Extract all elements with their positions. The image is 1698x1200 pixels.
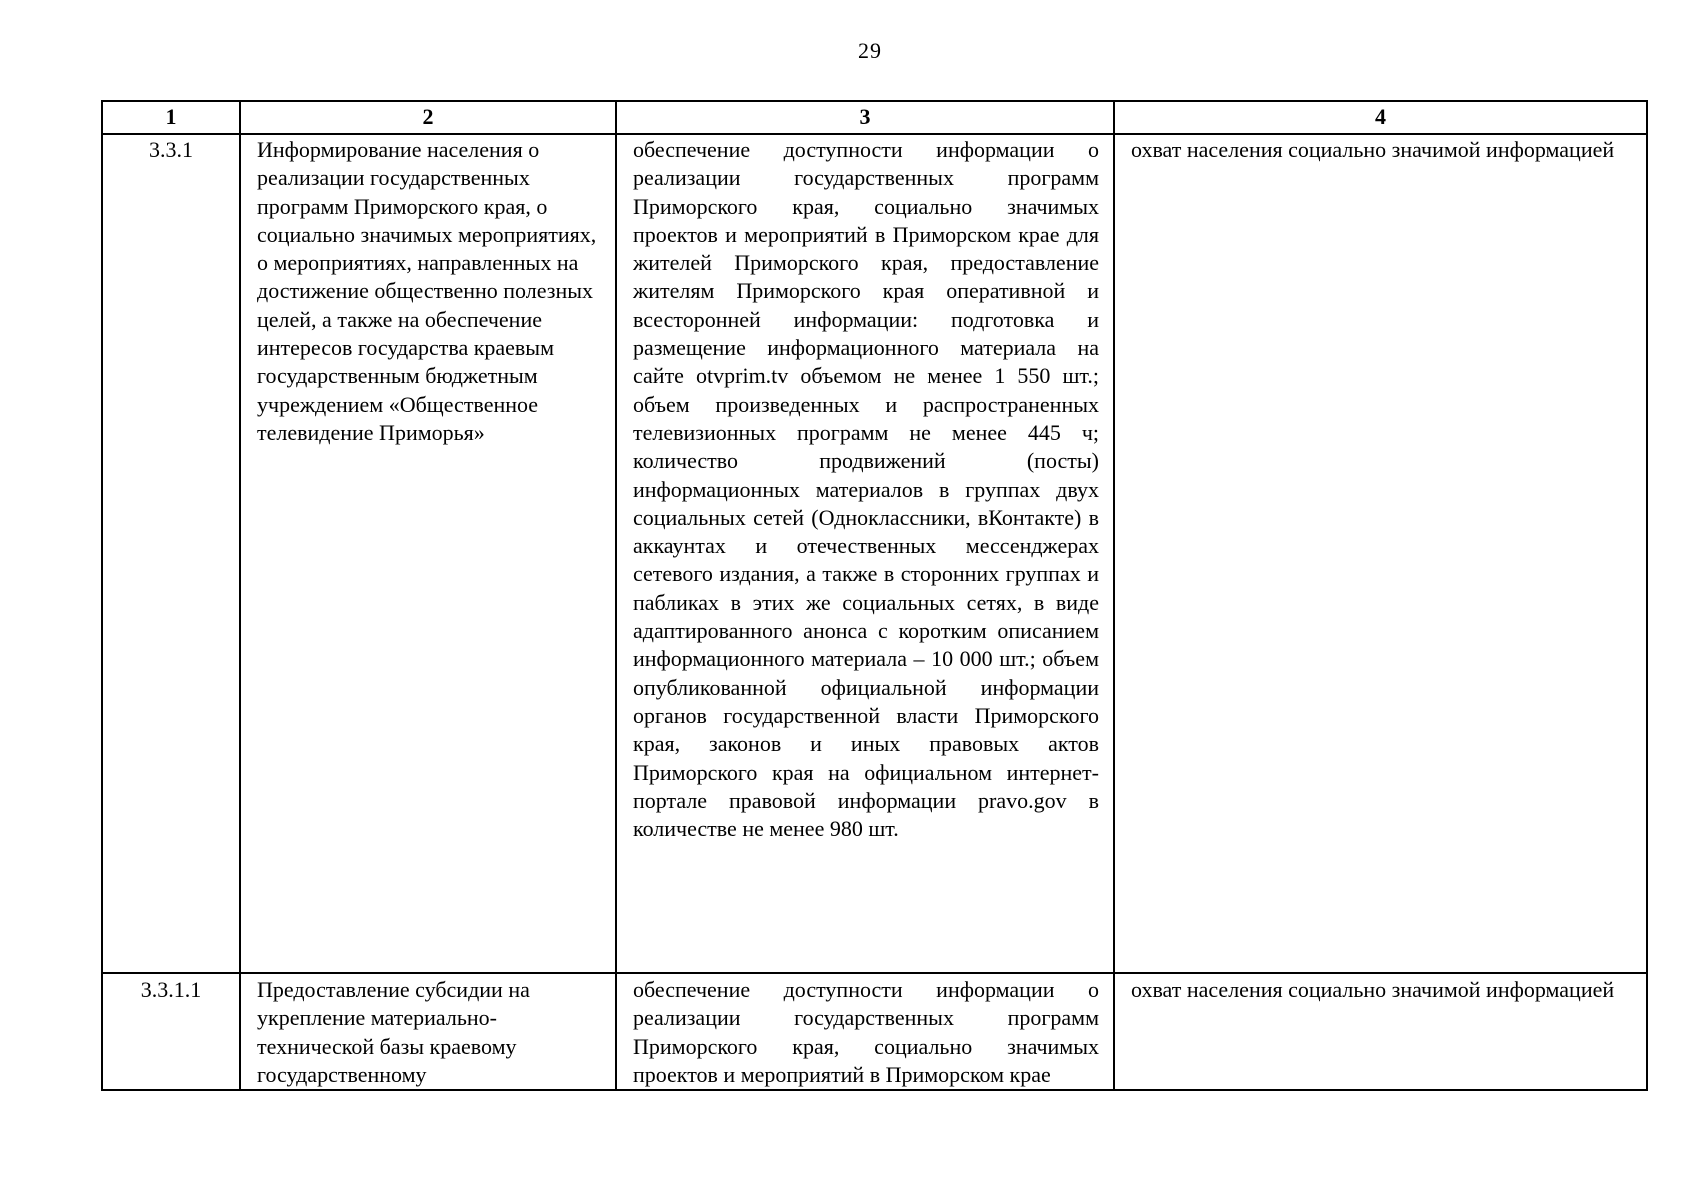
column-header-2: 2: [240, 101, 616, 134]
measure-description-cell: обеспечение доступности информации о реализации государственных программ Приморского края, социально значимых проектов и мероприятий в Приморском крае: [616, 973, 1114, 1090]
row-number-cell: 3.3.1: [102, 134, 240, 973]
table-row: [102, 134, 1647, 973]
column-header-3: 3: [616, 101, 1114, 134]
column-header-1: 1: [102, 101, 240, 134]
measure-name-cell: Предоставление субсидии на укрепление материально-технической базы краевому государственному: [240, 973, 616, 1090]
table-row: [102, 973, 1647, 1090]
indicator-cell: охват населения социально значимой информацией: [1114, 973, 1647, 1090]
measures-table: [101, 100, 1648, 1091]
row-number-cell: 3.3.1.1: [102, 973, 240, 1090]
column-header-4: 4: [1114, 101, 1647, 134]
table-header-row: [102, 101, 1647, 134]
indicator-cell: охват населения социально значимой информацией: [1114, 134, 1647, 973]
measure-name-cell: Информирование населения о реализации государственных программ Приморского края, о социально значимых мероприятиях, о мероприятиях, направленных на достижение общественно полезных целей, а также на обеспечение интересов государства краевым государственным бюджетным учреждением «Общественное телевидение Приморья»: [240, 134, 616, 973]
measure-description-cell: обеспечение доступности информации о реализации государственных программ Приморского края, социально значимых проектов и мероприятий в Приморском крае для жителей Приморского края, предоставление жителям Приморского края оперативной и всесторонней информации: подготовка и размещение информационного материала на сайте otvprim.tv объемом не менее 1 550 шт.; объем произведенных и распространенных телевизионных программ не менее 445 ч; количество продвижений (посты) информационных материалов в группах двух социальных сетей (Одноклассники, вКонтакте) в аккаунтах и отечественных мессенджерах сетевого издания, а также в сторонних группах и пабликах в этих же социальных сетях, в виде адаптированного анонса с коротким описанием информационного материала – 10 000 шт.; объем опубликованной официальной информации органов государственной власти Приморского края, законов и иных правовых актов Приморского края на официальном интернет-портале правовой информации pravo.gov в количестве не менее 980 шт.: [616, 134, 1114, 973]
page-number: 29: [858, 38, 882, 63]
